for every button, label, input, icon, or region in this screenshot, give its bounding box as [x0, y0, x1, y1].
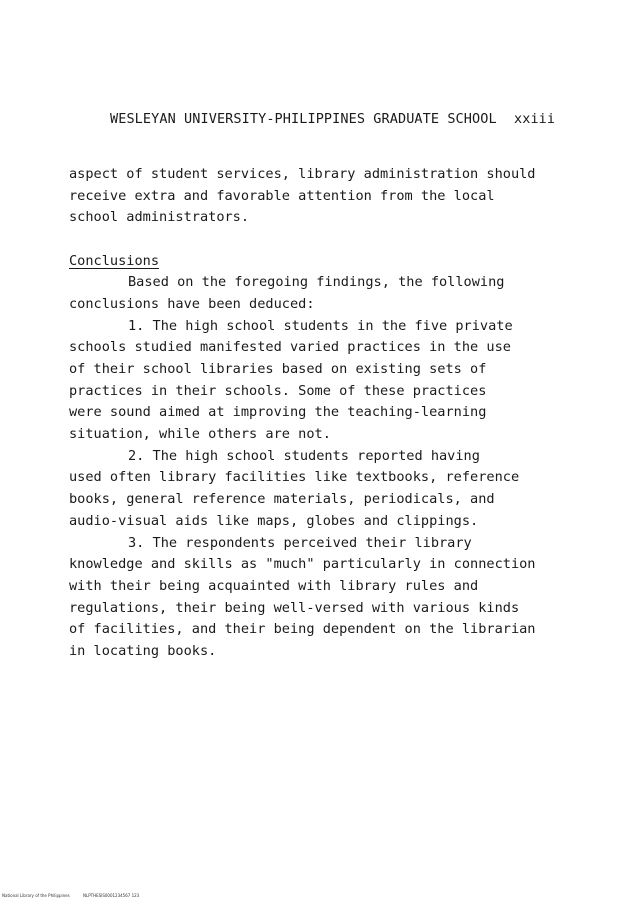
text-line: Based on the foregoing findings, the following	[128, 274, 505, 291]
conclusion-item-3	[69, 533, 589, 663]
text-line: in locating books.	[69, 642, 217, 659]
text-line: with their being acquainted with library rules and	[69, 577, 479, 594]
conclusion-item-2	[69, 446, 589, 533]
paragraph-intro	[69, 164, 589, 229]
text-line: schools studied manifested varied practices in the use	[69, 339, 511, 356]
footer-source: National Library of the Philippines	[2, 893, 70, 898]
text-line: audio-visual aids like maps, globes and clippings.	[69, 512, 479, 529]
text-line: of their school libraries based on existing sets of	[69, 361, 487, 377]
text-line: 1. The high school students in the five private	[128, 317, 513, 334]
body-text	[69, 164, 589, 663]
footer-code: NLPTHESIS0001234567 123	[83, 893, 140, 898]
header-title: WESLEYAN UNIVERSITY-PHILIPPINES GRADUATE SCHOOL	[110, 111, 497, 127]
text-line: books, general reference materials, periodicals, and	[69, 491, 495, 508]
text-line: of facilities, and their being dependent on the librarian	[69, 621, 536, 638]
text-line: 3. The respondents perceived their library	[128, 534, 472, 551]
paragraph-lead	[69, 272, 589, 315]
conclusion-item-1	[69, 316, 589, 446]
text-line: situation, while others are not.	[69, 426, 331, 443]
text-line: were sound aimed at improving the teaching-learning	[69, 404, 487, 421]
page-number: xxiii	[514, 111, 556, 127]
text-line: practices in their schools. Some of these practices	[69, 382, 487, 399]
text-line: used often library facilities like textbooks, reference	[69, 469, 520, 486]
text-line: school administrators.	[69, 209, 250, 226]
text-line: receive extra and favorable attention from the local	[69, 187, 495, 204]
text-line: aspect of student services, library administration should	[69, 166, 536, 182]
section-heading: Conclusions	[69, 252, 160, 269]
text-line: knowledge and skills as "much" particularly in connection	[69, 556, 536, 573]
page-footer	[2, 893, 139, 898]
page-header	[110, 111, 570, 127]
text-line: 2. The high school students reported having	[128, 447, 480, 464]
text-line: conclusions have been deduced:	[69, 295, 315, 312]
text-line: regulations, their being well-versed with various kinds	[69, 599, 520, 616]
